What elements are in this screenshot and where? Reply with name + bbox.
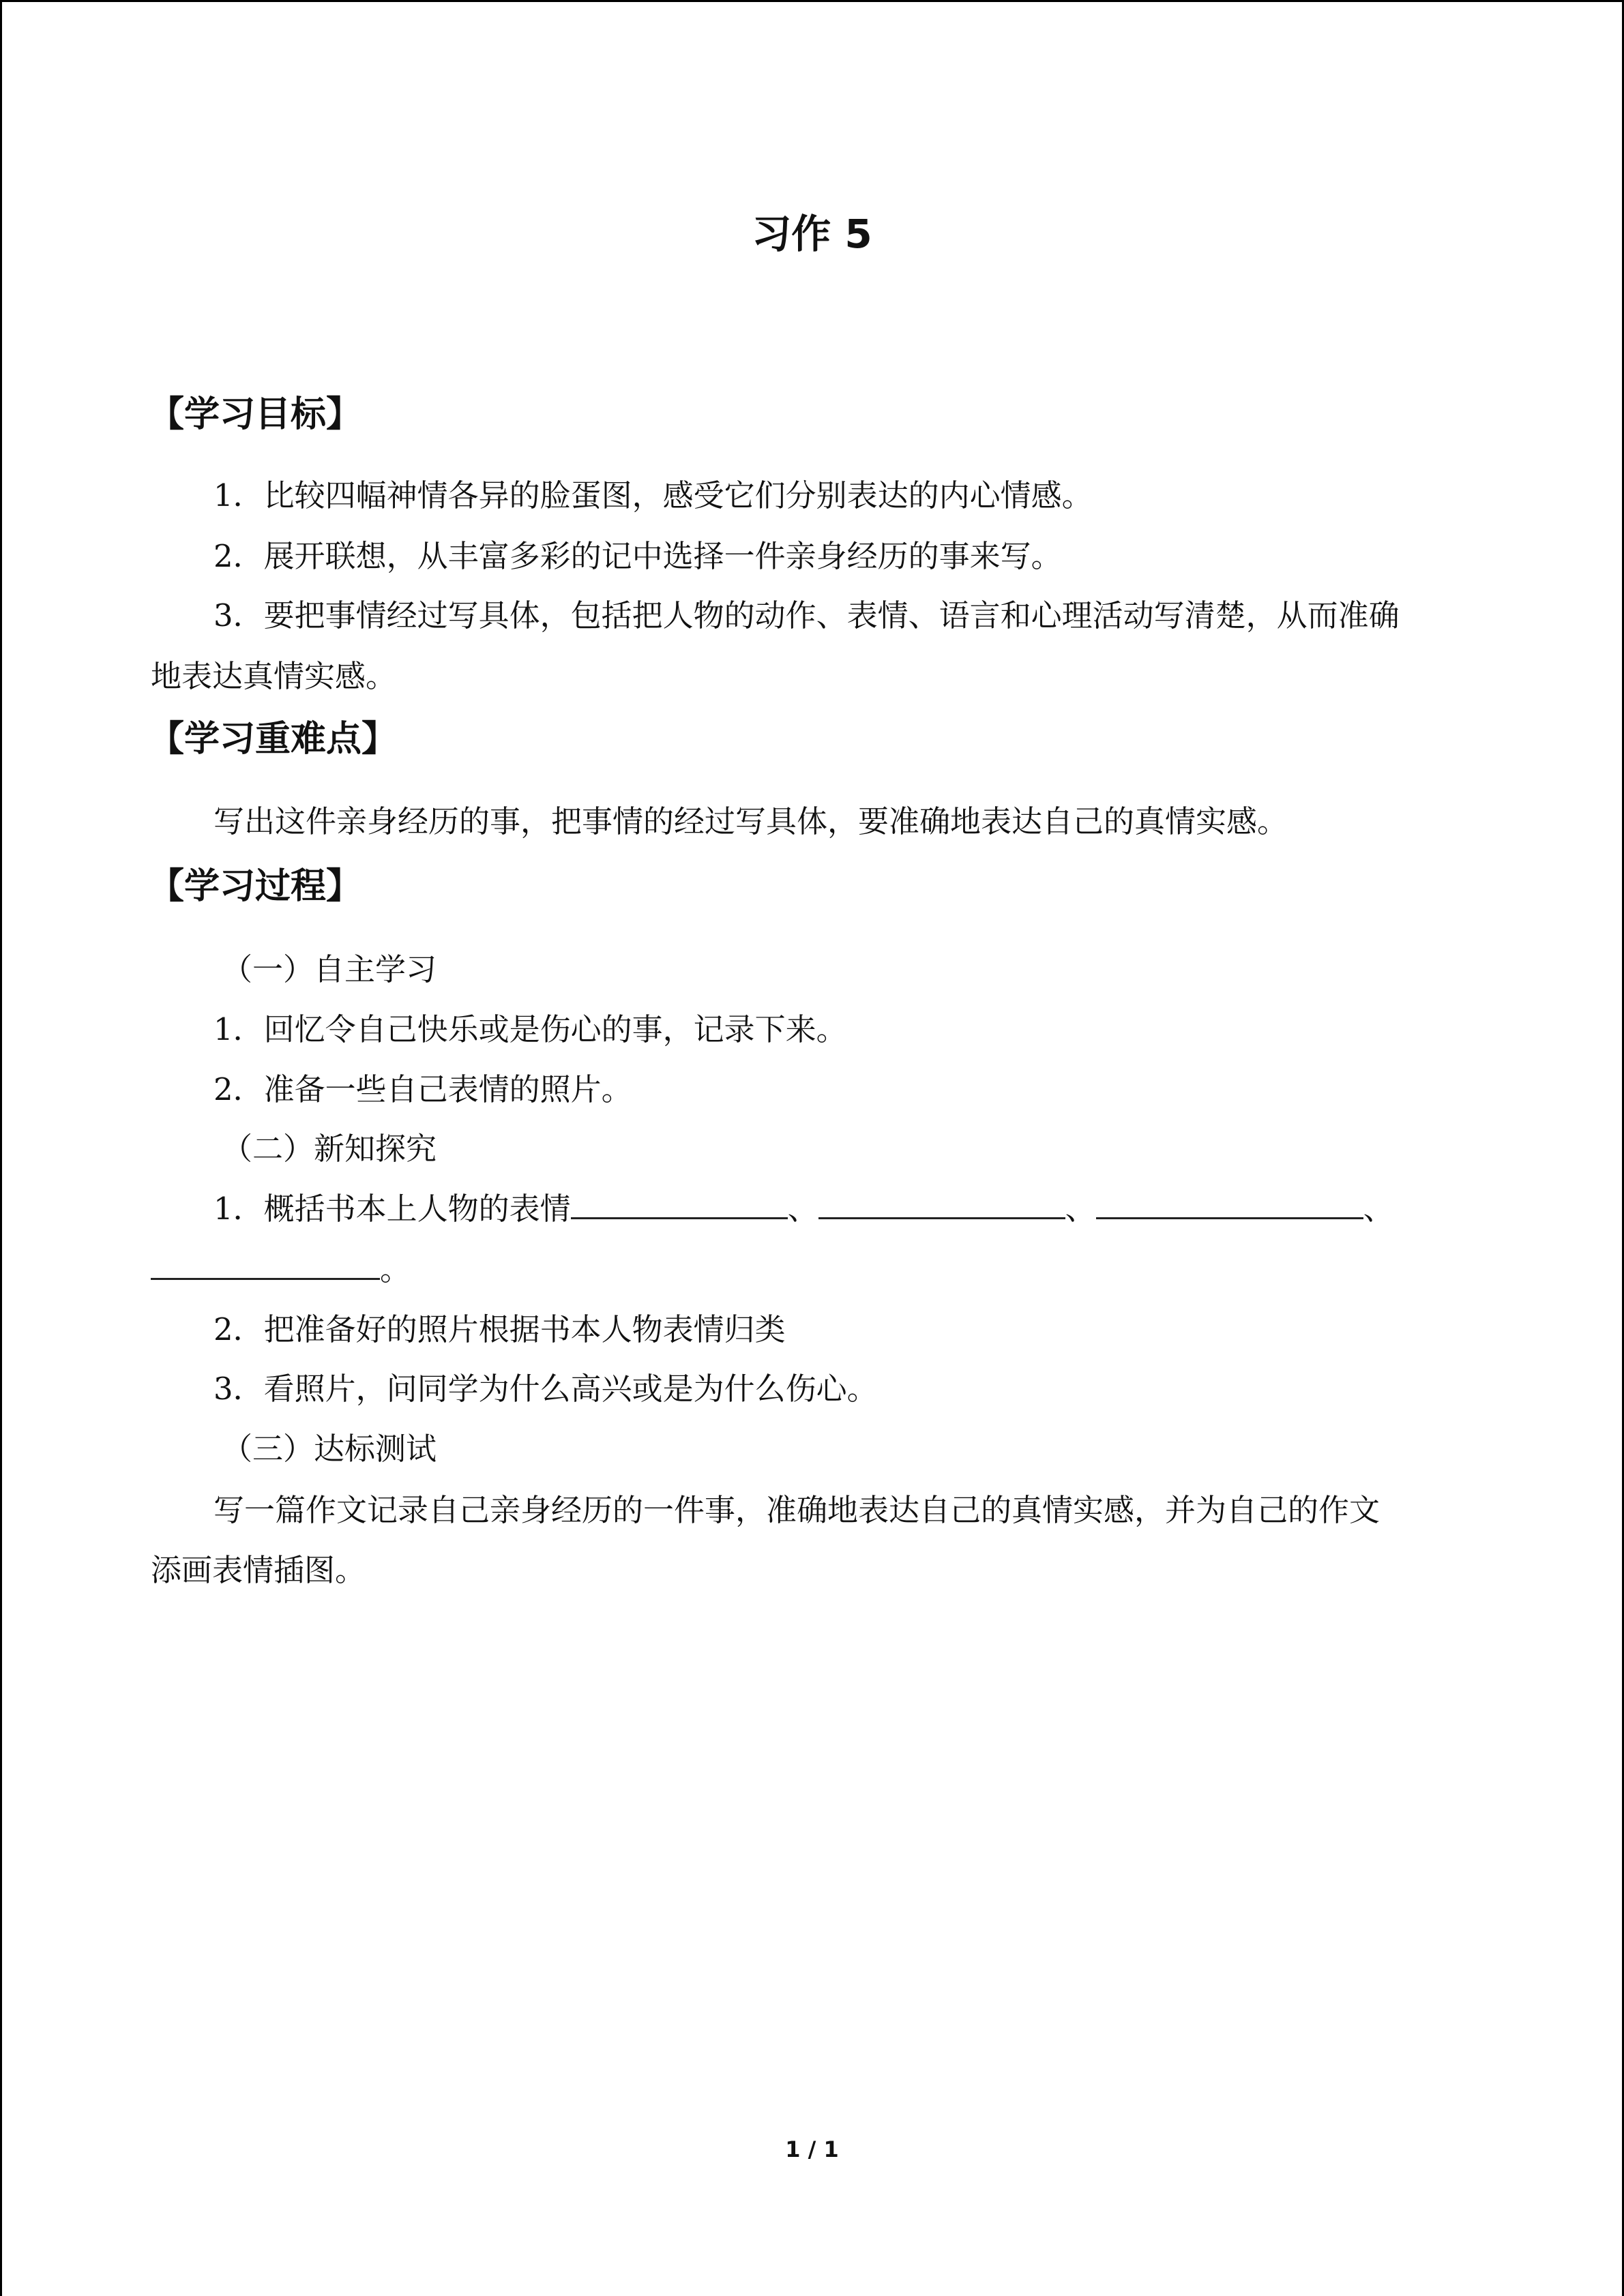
separator-1: 、 — [787, 1191, 818, 1227]
part3-label: （三）达标测试 — [222, 1431, 437, 1467]
part3-text: 写一篇作文记录自己亲身经历的一件事，准确地表达自己的真情实感，并为自己的作文 — [213, 1492, 1381, 1528]
end-mark: 。 — [380, 1251, 411, 1287]
blank-3[interactable] — [1096, 1190, 1363, 1219]
fill-in-line-continuation — [151, 1248, 411, 1292]
goal-item-2: 2．展开联想，从丰富多彩的记中选择一件亲身经历的事来写。 — [213, 538, 1062, 574]
goal-item-1: 1．比较四幅神情各异的脸蛋图，感受它们分别表达的内心情感。 — [213, 477, 1093, 513]
separator-2: 、 — [1065, 1191, 1096, 1227]
part1-label: （一）自主学习 — [222, 951, 437, 987]
document-title: 习作 5 — [752, 211, 872, 257]
key-points-text: 写出这件亲身经历的事，把事情的经过写具体，要准确地表达自己的真情实感。 — [213, 803, 1288, 839]
part2-item-3: 3．看照片，问同学为什么高兴或是为什么伤心。 — [213, 1371, 878, 1407]
page-number: 1 / 1 — [785, 2136, 839, 2162]
part2-label: （二）新知探究 — [222, 1131, 437, 1167]
blank-2[interactable] — [818, 1190, 1065, 1219]
part3-text-continuation: 添画表情插图。 — [151, 1552, 366, 1588]
goal-item-3-continuation: 地表达真情实感。 — [151, 658, 397, 694]
heading-learning-process: 【学习过程】 — [149, 866, 362, 907]
part1-item-1: 1．回忆令自己快乐或是伤心的事，记录下来。 — [213, 1011, 847, 1047]
fill-in-line — [213, 1187, 1394, 1231]
fill-prefix: 1．概括书本上人物的表情 — [213, 1191, 571, 1227]
goal-item-3: 3．要把事情经过写具体，包括把人物的动作、表情、语言和心理活动写清楚，从而准确 — [213, 597, 1400, 633]
blank-1[interactable] — [571, 1190, 788, 1219]
part2-item-2: 2．把准备好的照片根据书本人物表情归类 — [213, 1311, 786, 1347]
heading-key-points: 【学习重难点】 — [149, 719, 398, 760]
separator-3: 、 — [1363, 1191, 1394, 1227]
part1-item-2: 2．准备一些自己表情的照片。 — [213, 1071, 632, 1107]
blank-4[interactable] — [151, 1251, 380, 1280]
heading-learning-goals: 【学习目标】 — [149, 394, 362, 435]
